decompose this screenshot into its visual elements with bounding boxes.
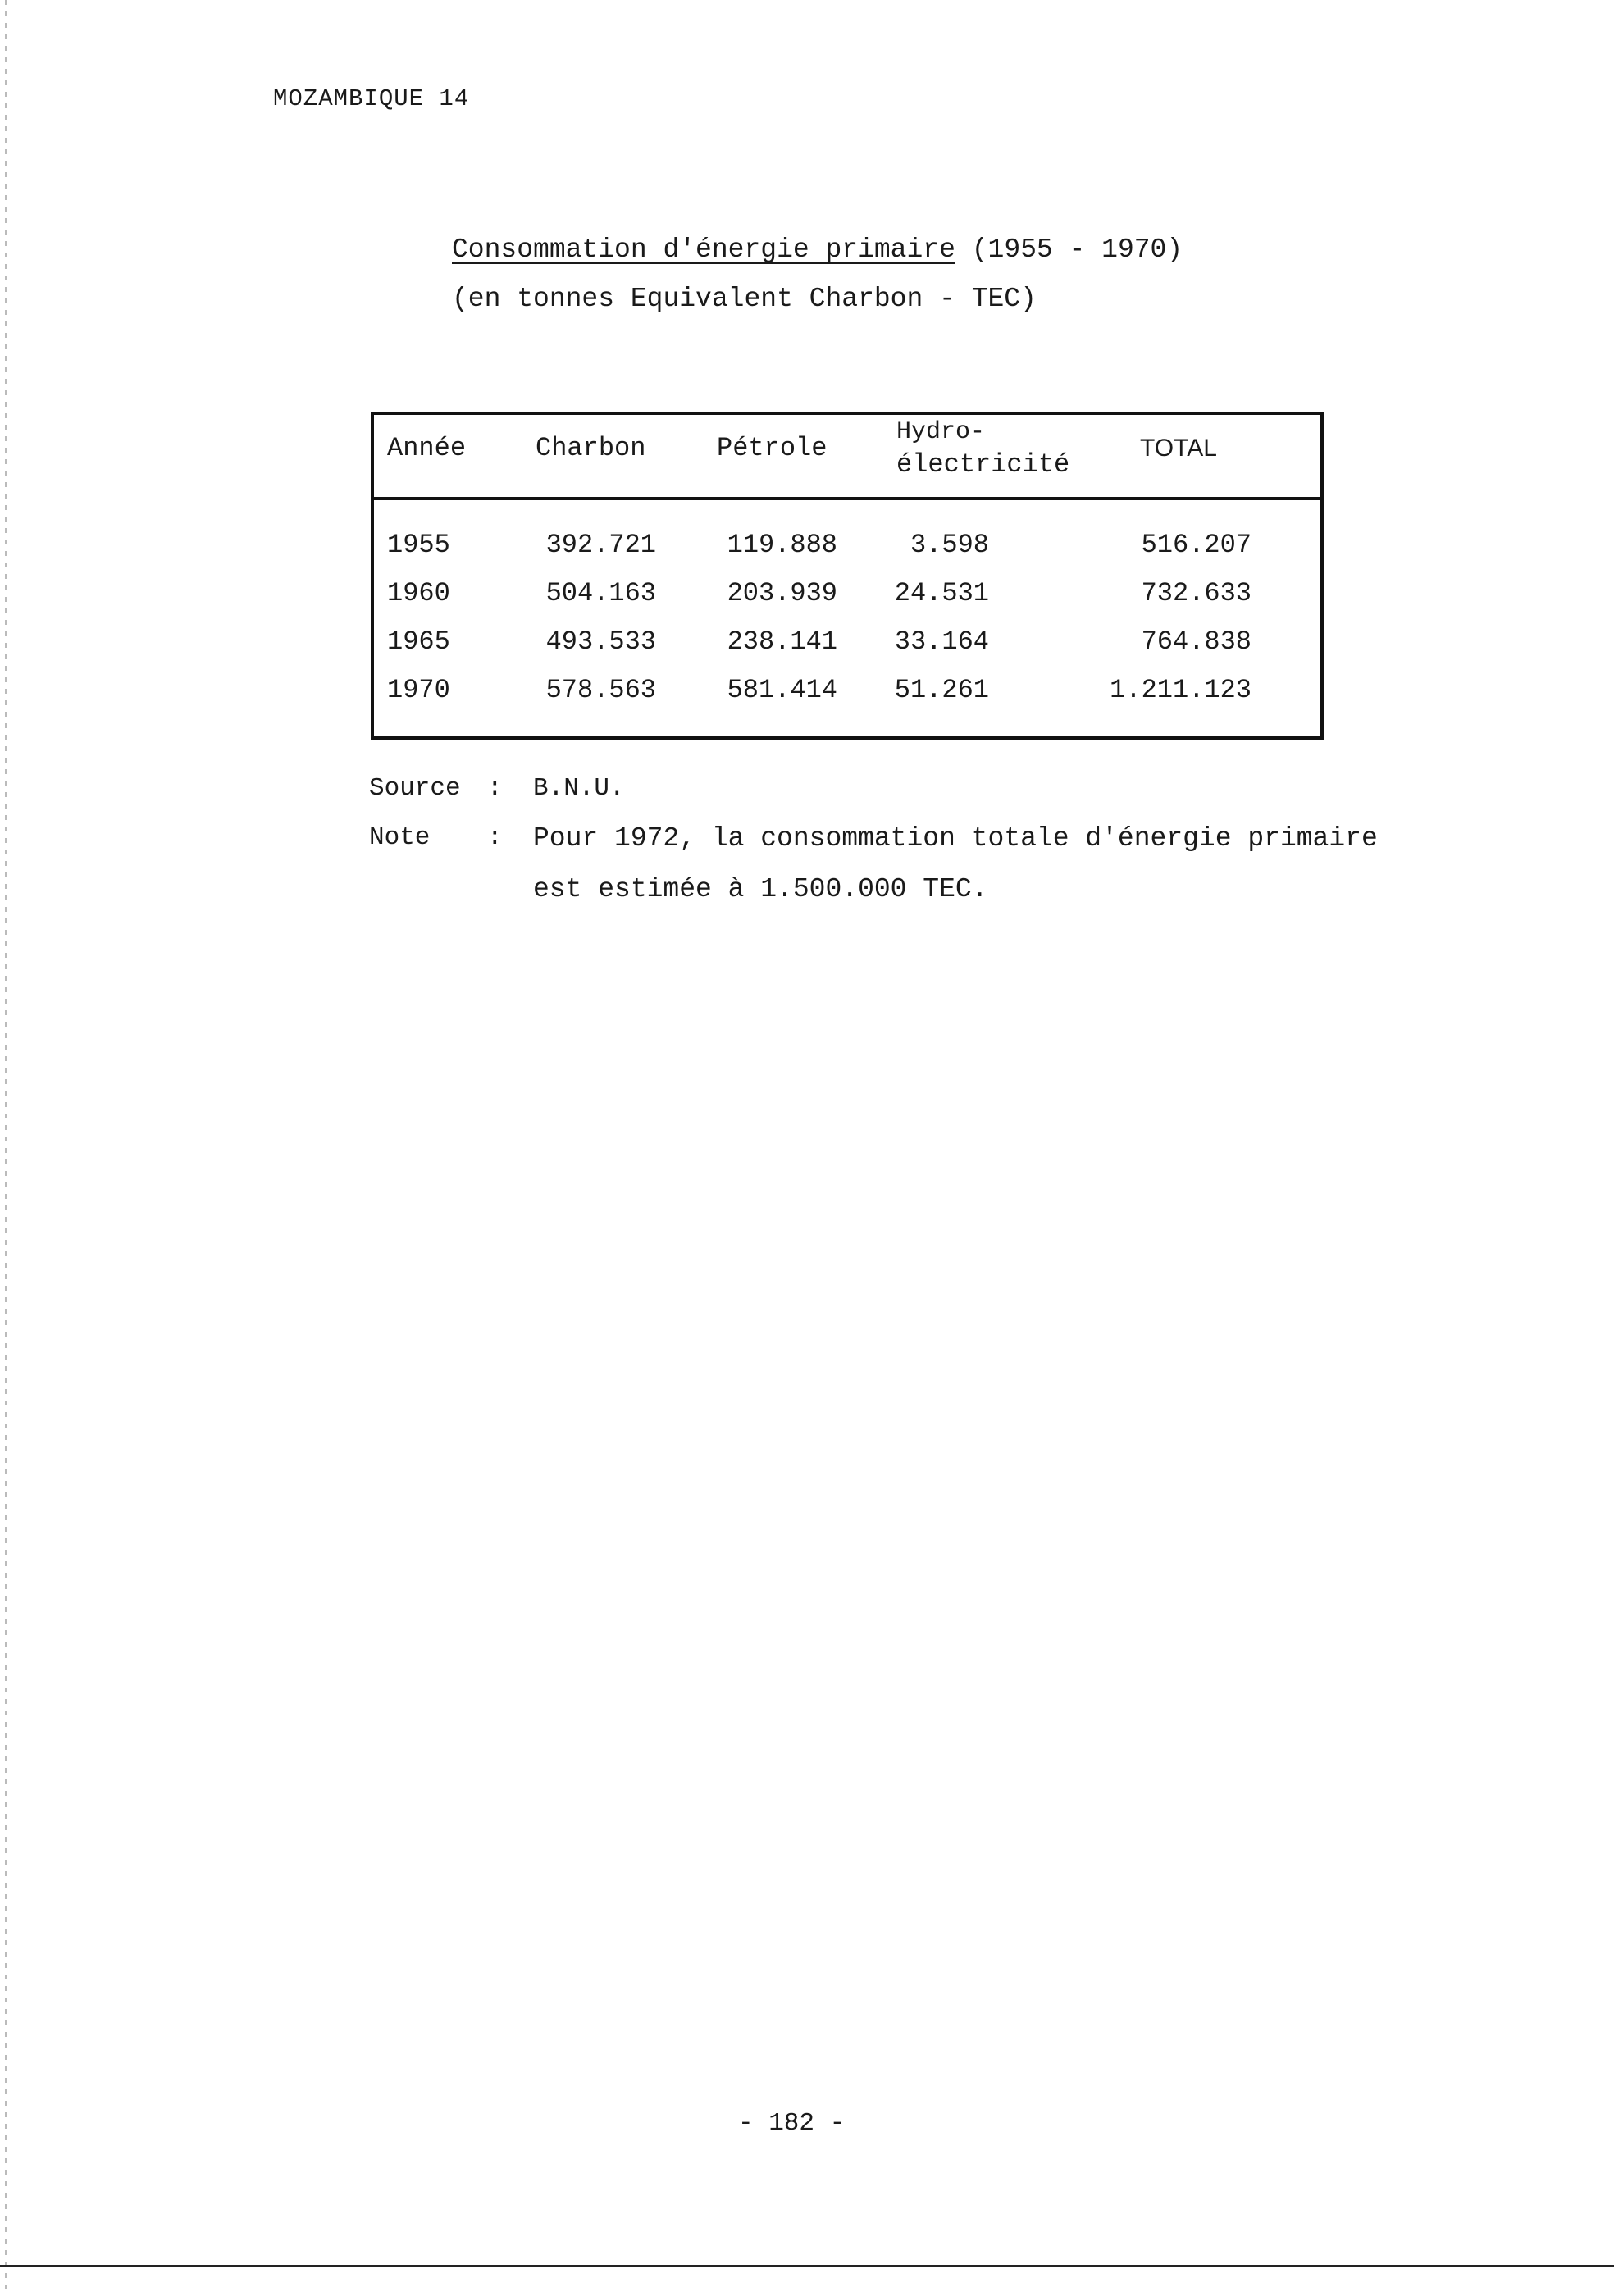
energy-table <box>371 412 1324 740</box>
header-year: Année <box>387 433 467 463</box>
row-1960-hydro: 24.531 <box>894 578 989 608</box>
table-subtitle: (en tonnes Equivalent Charbon - TEC) <box>452 284 1037 314</box>
page-number: - 182 - <box>738 2109 846 2138</box>
row-1965-oil: 238.141 <box>727 626 837 657</box>
row-1960-coal: 504.163 <box>545 578 656 608</box>
header-divider <box>374 497 1320 500</box>
row-1965-coal: 493.533 <box>545 626 656 657</box>
source-colon: : <box>487 774 503 803</box>
table-title-main: Consommation d'énergie primaire <box>452 235 955 265</box>
source-value: B.N.U. <box>533 774 625 803</box>
row-1970-coal: 578.563 <box>545 675 656 705</box>
row-1970-oil: 581.414 <box>727 675 837 705</box>
row-1960-year: 1960 <box>387 578 450 608</box>
table-title-period: (1955 - 1970) <box>955 235 1183 265</box>
header-total: TOTAL <box>1140 435 1217 462</box>
header-hydro-line1: Hydro- <box>896 418 986 446</box>
row-1965-hydro: 33.164 <box>894 626 989 657</box>
row-1970-total: 1.211.123 <box>1110 675 1252 705</box>
row-1955-total: 516.207 <box>1141 530 1252 560</box>
row-1955-hydro: 3.598 <box>910 530 989 560</box>
header-oil: Pétrole <box>717 433 828 463</box>
note-colon: : <box>487 823 503 852</box>
row-1965-total: 764.838 <box>1141 626 1252 657</box>
row-1960-oil: 203.939 <box>727 578 837 608</box>
source-label: Source <box>369 774 461 803</box>
header-coal: Charbon <box>536 433 646 463</box>
row-1960-total: 732.633 <box>1141 578 1252 608</box>
scan-edge-mark <box>5 0 7 2296</box>
note-text-line1: Pour 1972, la consommation totale d'énergie primaire <box>533 823 1378 854</box>
note-label: Note <box>369 823 431 852</box>
row-1970-hydro: 51.261 <box>894 675 989 705</box>
header-hydro-line2: électricité <box>896 449 1070 480</box>
row-1955-oil: 119.888 <box>727 530 837 560</box>
row-1970-year: 1970 <box>387 675 450 705</box>
note-text-line2: est estimée à 1.500.000 TEC. <box>533 874 988 904</box>
row-1955-year: 1955 <box>387 530 450 560</box>
table-title <box>452 235 1183 265</box>
row-1965-year: 1965 <box>387 626 450 657</box>
row-1955-coal: 392.721 <box>545 530 656 560</box>
bottom-rule <box>0 2265 1614 2267</box>
page-header: MOZAMBIQUE 14 <box>273 85 470 112</box>
